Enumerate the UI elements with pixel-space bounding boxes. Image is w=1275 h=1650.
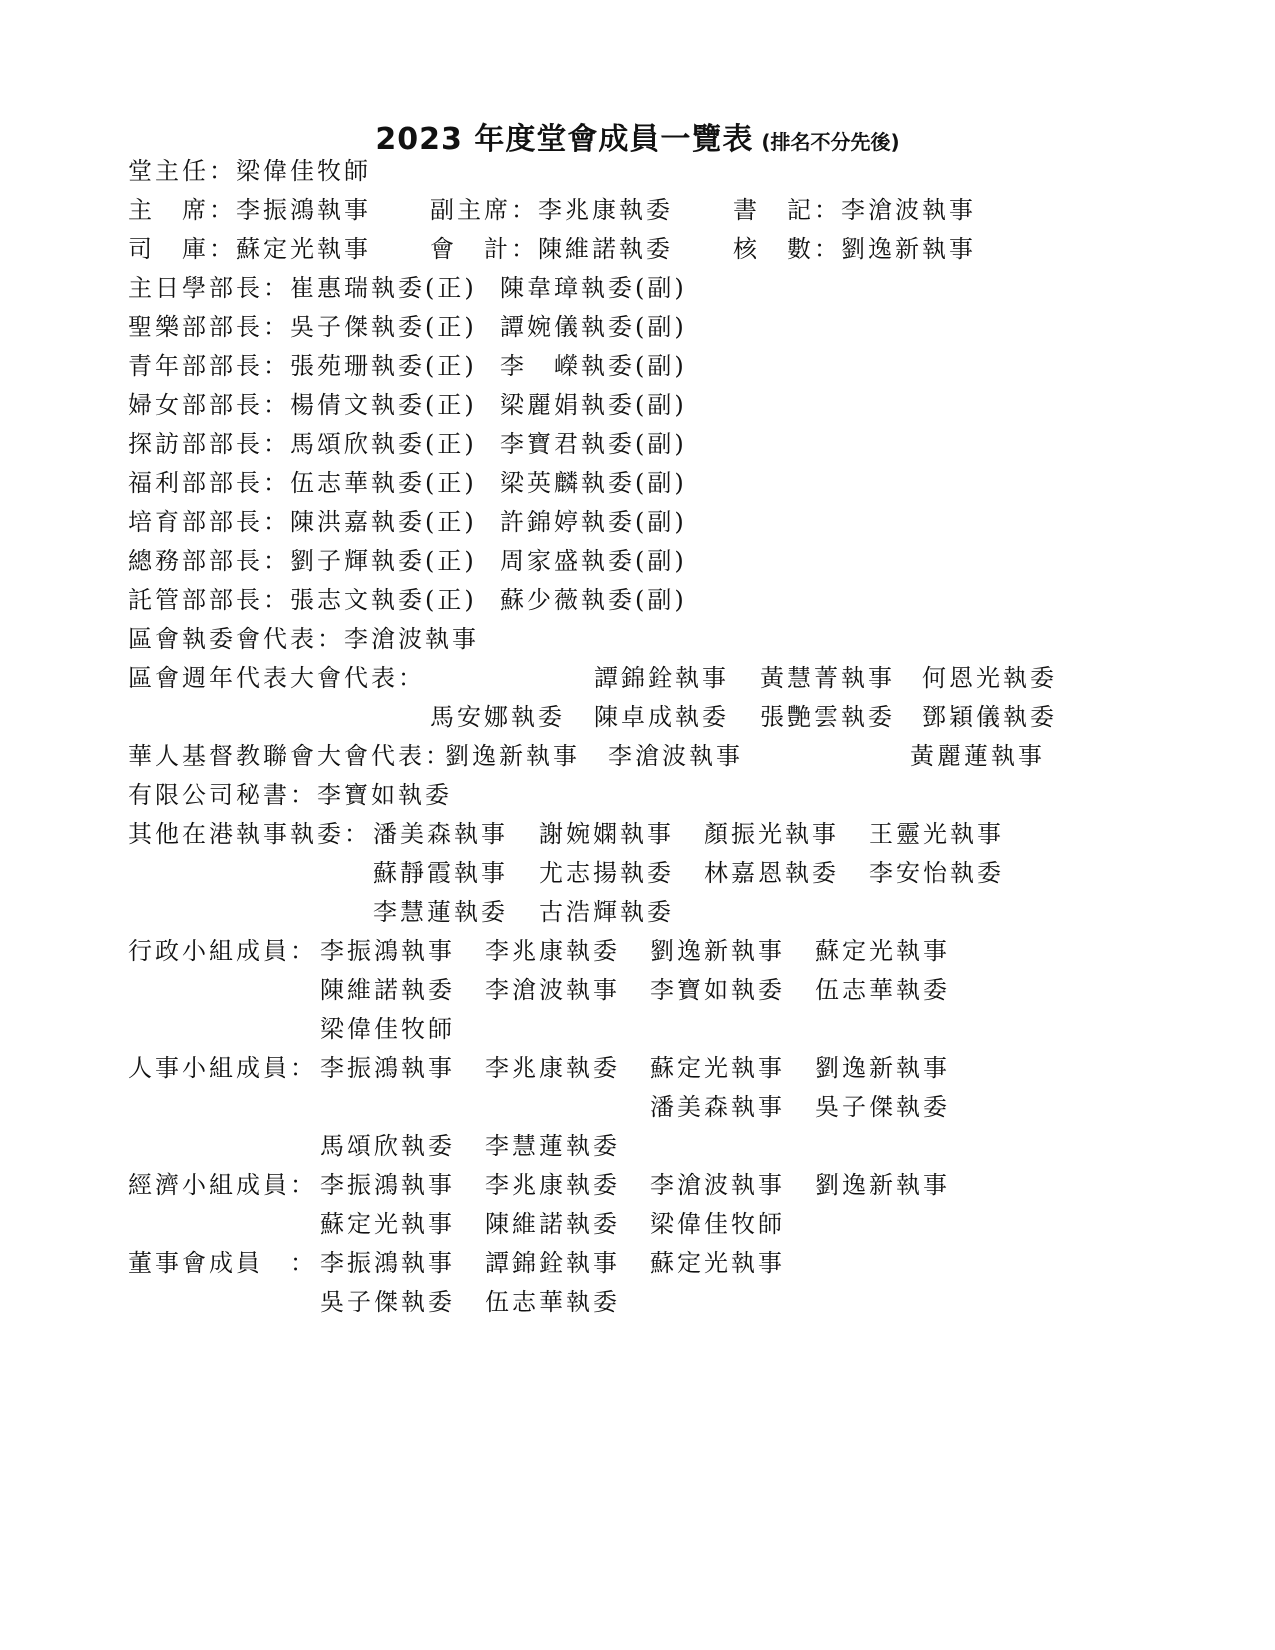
department-head: 陳洪嘉執委(正): [290, 508, 477, 536]
others-label: 其他在港執事執委：: [128, 820, 371, 848]
pastor-line: 堂主任：梁偉佳牧師: [128, 157, 371, 185]
econ-member: 陳維諾執委: [485, 1210, 620, 1238]
econ-member: 李滄波執事: [650, 1171, 785, 1199]
department-deputy: 李 嶸執委(副): [500, 352, 687, 380]
econ-member: 梁偉佳牧師: [650, 1210, 785, 1238]
agm-member: 黃慧菁執事: [760, 664, 895, 692]
department-label: 聖樂部部長：: [128, 313, 290, 341]
agm-member: 鄧穎儀執委: [922, 703, 1057, 731]
agm-member: 何恩光執委: [922, 664, 1057, 692]
other-member: 王靈光執事: [869, 820, 1004, 848]
other-member: 李安怡執委: [869, 859, 1004, 887]
other-member: 顏振光執事: [704, 820, 839, 848]
department-head: 崔惠瑞執委(正): [290, 274, 477, 302]
board-member: 吳子傑執委: [320, 1288, 455, 1316]
hr-member: 馬頌欣執委: [320, 1132, 455, 1160]
board-label: 董事會成員 ：: [128, 1249, 317, 1277]
board-member: 蘇定光執事: [650, 1249, 785, 1277]
department-head: 伍志華執委(正): [290, 469, 477, 497]
econ-member: 蘇定光執事: [320, 1210, 455, 1238]
department-label: 婦女部部長：: [128, 391, 290, 419]
hr-member: 李振鴻執事: [320, 1054, 455, 1082]
agm-member: 陳卓成執委: [594, 703, 729, 731]
department-deputy: 梁英麟執委(副): [500, 469, 687, 497]
other-member: 謝婉嫻執事: [539, 820, 674, 848]
admin-member: 李滄波執事: [485, 976, 620, 1004]
department-deputy: 蘇少薇執委(副): [500, 586, 687, 614]
department-deputy: 許錦婷執委(副): [500, 508, 687, 536]
ccc-member: 劉逸新執事: [445, 742, 580, 770]
other-member: 蘇靜霞執事: [373, 859, 508, 887]
title-note: (排名不分先後): [761, 130, 900, 154]
agm-label: 區會週年代表大會代表：: [128, 664, 425, 692]
department-label: 培育部部長：: [128, 508, 290, 536]
agm-member: 馬安娜執委: [430, 703, 565, 731]
hr-member: 潘美森執事: [650, 1093, 785, 1121]
other-member: 林嘉恩執委: [704, 859, 839, 887]
admin-member: 蘇定光執事: [815, 937, 950, 965]
hr-member: 李慧蓮執委: [485, 1132, 620, 1160]
accountant-line: 會 計：陳維諾執委: [430, 235, 673, 263]
econ-member: 李振鴻執事: [320, 1171, 455, 1199]
other-member: 李慧蓮執委: [373, 898, 508, 926]
admin-member: 李寶如執委: [650, 976, 785, 1004]
hr-label: 人事小組成員：: [128, 1054, 317, 1082]
other-member: 尤志揚執委: [539, 859, 674, 887]
chair-line: 主 席：李振鴻執事: [128, 196, 371, 224]
ccc-member: 李滄波執事: [608, 742, 743, 770]
department-head: 張志文執委(正): [290, 586, 477, 614]
admin-member: 伍志華執委: [815, 976, 950, 1004]
admin-label: 行政小組成員：: [128, 937, 317, 965]
agm-member: 張艷雲執委: [760, 703, 895, 731]
hr-member: 李兆康執委: [485, 1054, 620, 1082]
other-member: 潘美森執事: [373, 820, 508, 848]
board-member: 伍志華執委: [485, 1288, 620, 1316]
econ-member: 劉逸新執事: [815, 1171, 950, 1199]
hr-member: 吳子傑執委: [815, 1093, 950, 1121]
company-secretary-line: 有限公司秘書：李寶如執委: [128, 781, 452, 809]
vice-chair-line: 副主席：李兆康執委: [430, 196, 673, 224]
other-member: 古浩輝執委: [539, 898, 674, 926]
department-deputy: 陳韋璋執委(副): [500, 274, 687, 302]
department-head: 馬頌欣執委(正): [290, 430, 477, 458]
agm-member: 譚錦銓執事: [594, 664, 729, 692]
department-deputy: 梁麗娟執委(副): [500, 391, 687, 419]
hr-member: 劉逸新執事: [815, 1054, 950, 1082]
admin-member: 梁偉佳牧師: [320, 1015, 455, 1043]
admin-member: 陳維諾執委: [320, 976, 455, 1004]
board-member: 譚錦銓執事: [485, 1249, 620, 1277]
treasurer-line: 司 庫：蘇定光執事: [128, 235, 371, 263]
econ-label: 經濟小組成員：: [128, 1171, 317, 1199]
department-label: 主日學部長：: [128, 274, 290, 302]
page-title: [0, 114, 1275, 158]
department-deputy: 譚婉儀執委(副): [500, 313, 687, 341]
auditor-line: 核 數：劉逸新執事: [733, 235, 976, 263]
ccc-member: 黃麗蓮執事: [910, 742, 1045, 770]
department-head: 吳子傑執委(正): [290, 313, 477, 341]
department-label: 青年部部長：: [128, 352, 290, 380]
hr-member: 蘇定光執事: [650, 1054, 785, 1082]
admin-member: 劉逸新執事: [650, 937, 785, 965]
department-head: 楊倩文執委(正): [290, 391, 477, 419]
department-head: 劉子輝執委(正): [290, 547, 477, 575]
board-member: 李振鴻執事: [320, 1249, 455, 1277]
admin-member: 李振鴻執事: [320, 937, 455, 965]
department-label: 總務部部長：: [128, 547, 290, 575]
department-deputy: 李寶君執委(副): [500, 430, 687, 458]
department-label: 託管部部長：: [128, 586, 290, 614]
title-main: 2023 年度堂會成員一覽表: [375, 122, 754, 157]
department-deputy: 周家盛執委(副): [500, 547, 687, 575]
department-label: 福利部部長：: [128, 469, 290, 497]
district-rep-line: 區會執委會代表：李滄波執事: [128, 625, 479, 653]
admin-member: 李兆康執委: [485, 937, 620, 965]
ccc-label: 華人基督教聯會大會代表：: [128, 742, 452, 770]
department-label: 探訪部部長：: [128, 430, 290, 458]
secretary-line: 書 記：李滄波執事: [733, 196, 976, 224]
econ-member: 李兆康執委: [485, 1171, 620, 1199]
department-head: 張苑珊執委(正): [290, 352, 477, 380]
